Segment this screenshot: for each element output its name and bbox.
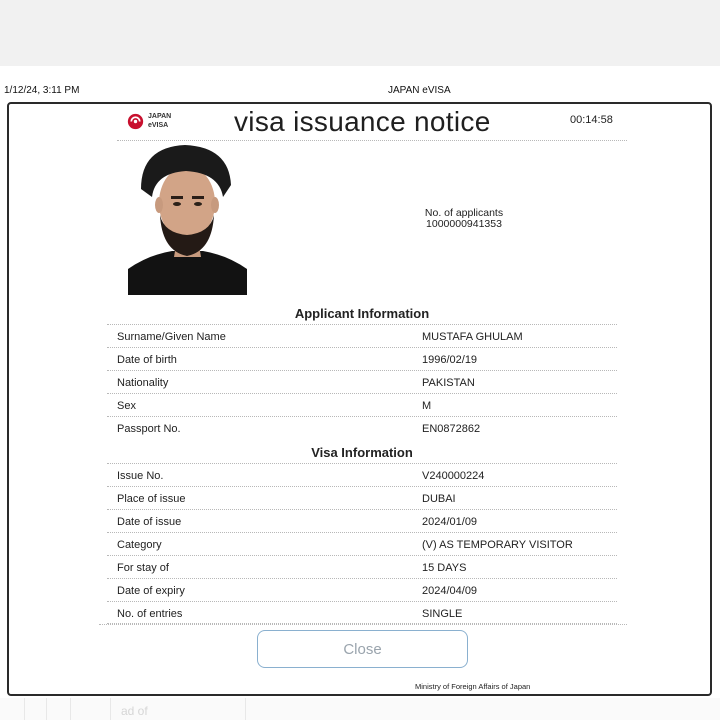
row-value: 1996/02/19 [422,354,478,366]
underlying-divider [24,698,25,720]
notice-header [117,104,627,141]
japan-evisa-logo [127,111,187,133]
underlying-divider [46,698,47,720]
row-value: 2024/04/09 [422,585,478,597]
row-label: Category [117,539,162,551]
applicants-block [389,208,539,230]
applicants-number: 1000000941353 [426,218,502,230]
session-timer: 00:14:58 [570,114,613,126]
japan-evisa-logo-icon [127,113,144,130]
applicant-info-table [107,324,617,439]
row-label: Date of issue [117,516,182,528]
underlying-divider [70,698,71,720]
table-row [107,370,617,393]
table-row [107,324,617,347]
visa-info-heading: Visa Information [311,445,413,460]
row-label: Surname/Given Name [117,331,226,343]
table-row [107,532,617,555]
row-label: Nationality [117,377,169,389]
row-label: No. of entries [117,608,183,620]
table-row [107,578,617,601]
visa-notice-card [7,102,712,696]
table-row [107,347,617,370]
row-value: (V) AS TEMPORARY VISITOR [422,539,573,551]
row-value: MUSTAFA GHULAM [422,331,523,343]
visa-info-table [107,463,617,624]
applicants-label: No. of applicants [424,207,504,219]
row-value: 15 DAYS [422,562,467,574]
table-row [107,463,617,486]
underlying-divider [245,698,246,720]
underlying-divider [110,698,111,720]
row-value: 2024/01/09 [422,516,478,528]
notice-title: visa issuance notice [234,106,491,137]
logo-line-1: JAPAN [148,113,172,120]
row-label: Date of birth [117,354,177,366]
row-label: Place of issue [117,493,186,505]
row-label: Date of expiry [117,585,185,597]
row-label: Passport No. [117,423,181,435]
row-value: SINGLE [422,608,463,620]
applicant-photo [128,141,247,295]
row-label: Sex [117,400,136,412]
bottom-divider [99,624,627,625]
print-date: 1/12/24, 3:11 PM [4,85,80,96]
print-title: JAPAN eVISA [388,85,451,96]
row-value: DUBAI [422,493,456,505]
row-value: V240000224 [422,470,485,482]
row-value: M [422,400,432,412]
logo-text [148,112,171,130]
applicant-info-heading: Applicant Information [294,306,430,321]
table-row [107,393,617,416]
row-label: Issue No. [117,470,164,482]
ministry-footer: Ministry of Foreign Affairs of Japan [415,682,531,691]
close-button[interactable]: Close [257,630,468,668]
table-row [107,486,617,509]
underlying-page-text: ad of [121,704,148,718]
row-label: For stay of [117,562,169,574]
browser-top-band [0,0,720,66]
table-row [107,601,617,624]
table-row [107,509,617,532]
underlying-page-strip [0,698,720,720]
row-value: PAKISTAN [422,377,475,389]
logo-line-2: eVISA [148,122,169,129]
table-row [107,416,617,439]
row-value: EN0872862 [422,423,481,435]
table-row [107,555,617,578]
